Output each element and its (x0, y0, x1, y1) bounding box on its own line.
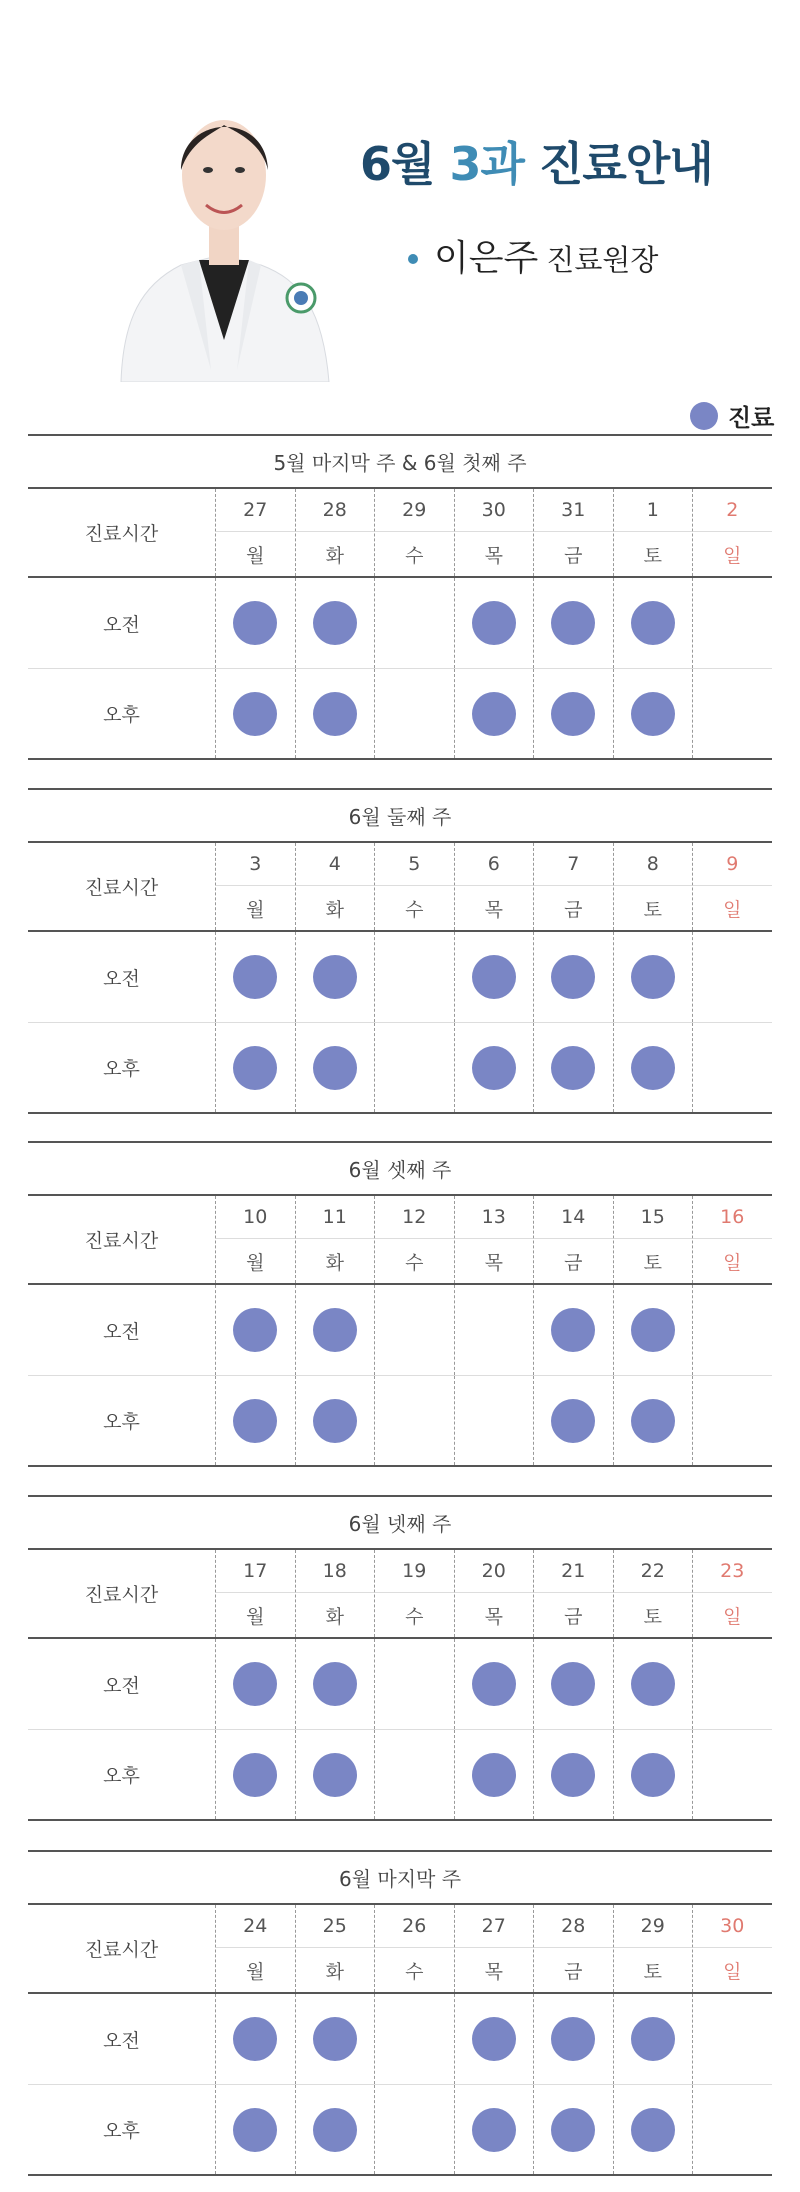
day-header (374, 489, 454, 576)
weekday-label: 금 (564, 1605, 583, 1628)
weekday-label: 일 (723, 1251, 742, 1274)
day-header (295, 489, 375, 576)
day-header (215, 1905, 295, 1992)
clinic-open-dot-icon (233, 2017, 277, 2061)
time-label: 진료시간 (84, 877, 159, 899)
week-schedule (28, 1495, 772, 1821)
schedule-cell (295, 932, 375, 1022)
weekday-label: 금 (564, 1251, 583, 1274)
week-title: 6월 넷째 주 (28, 1495, 772, 1550)
header (0, 0, 800, 395)
schedule-cell (613, 1639, 693, 1729)
am-row (28, 578, 772, 669)
weekday-label: 토 (643, 898, 662, 921)
date-number: 8 (614, 843, 693, 886)
day-header (374, 1905, 454, 1992)
clinic-open-dot-icon (472, 2108, 516, 2152)
clinic-open-dot-icon (631, 601, 675, 645)
schedule-cell (533, 932, 613, 1022)
week-schedule (28, 788, 772, 1114)
schedule-cell (533, 1376, 613, 1465)
pm-row (28, 669, 772, 760)
date-number: 27 (455, 1905, 534, 1948)
am-label: 오전 (103, 1674, 140, 1697)
date-number: 16 (693, 1196, 772, 1239)
schedule-cell (692, 1285, 772, 1375)
legend-label: 진료 (728, 404, 775, 432)
time-label: 진료시간 (84, 1939, 159, 1961)
schedule-cell (692, 2085, 772, 2174)
title-dept: 3과 (449, 137, 524, 191)
clinic-open-dot-icon (313, 1662, 357, 1706)
day-header (454, 1550, 534, 1637)
day-header (295, 843, 375, 930)
clinic-open-dot-icon (472, 955, 516, 999)
am-label: 오전 (103, 967, 140, 990)
day-header (454, 1905, 534, 1992)
day-header (533, 489, 613, 576)
day-header (692, 1196, 772, 1283)
schedule-cell (454, 1285, 534, 1375)
date-number: 29 (375, 489, 454, 532)
clinic-open-dot-icon (551, 692, 595, 736)
weekday-label: 목 (484, 544, 503, 567)
clinic-open-dot-icon (551, 2017, 595, 2061)
schedule-cell (215, 1994, 295, 2084)
schedule-cell (613, 2085, 693, 2174)
day-header (692, 489, 772, 576)
weekday-label: 목 (484, 1605, 503, 1628)
week-title: 5월 마지막 주 & 6월 첫째 주 (28, 434, 772, 489)
clinic-open-dot-icon (631, 1308, 675, 1352)
schedule-cell (613, 1376, 693, 1465)
legend (690, 398, 774, 433)
date-number: 21 (534, 1550, 613, 1593)
date-number: 30 (455, 489, 534, 532)
date-number: 3 (216, 843, 295, 886)
clinic-open-dot-icon (313, 1399, 357, 1443)
clinic-open-dot-icon (472, 692, 516, 736)
pm-row (28, 1730, 772, 1821)
weekday-label: 수 (405, 898, 424, 921)
title-month: 6월 (360, 137, 435, 191)
schedule-cell (454, 1639, 534, 1729)
schedule-cell (215, 2085, 295, 2174)
weekday-label: 화 (325, 898, 344, 921)
clinic-open-dot-icon (631, 2017, 675, 2061)
weekday-label: 일 (723, 1960, 742, 1983)
weekday-label: 목 (484, 1251, 503, 1274)
week-schedule (28, 1850, 772, 2176)
schedule-cell (374, 1285, 454, 1375)
doctor-name: 이은주 (434, 238, 539, 279)
schedule-cell (692, 1994, 772, 2084)
am-label: 오전 (103, 1320, 140, 1343)
schedule-cell (454, 2085, 534, 2174)
schedule-cell (533, 1730, 613, 1819)
week-title: 6월 마지막 주 (28, 1850, 772, 1905)
clinic-open-dot-icon (313, 601, 357, 645)
clinic-open-dot-icon (313, 1308, 357, 1352)
pm-label: 오후 (103, 1411, 140, 1433)
date-number: 20 (455, 1550, 534, 1593)
clinic-open-dot-icon (472, 1662, 516, 1706)
weekday-label: 월 (246, 544, 265, 567)
clinic-open-dot-icon (631, 955, 675, 999)
week-title: 6월 셋째 주 (28, 1141, 772, 1196)
clinic-open-dot-icon (631, 1046, 675, 1090)
day-header (613, 489, 693, 576)
weekday-label: 토 (643, 544, 662, 567)
schedule-cell (295, 578, 375, 668)
clinic-open-dot-icon (233, 601, 277, 645)
date-number: 4 (296, 843, 375, 886)
clinic-open-dot-icon (313, 2108, 357, 2152)
clinic-open-dot-icon (313, 692, 357, 736)
schedule-cell (295, 1994, 375, 2084)
schedule-cell (613, 1994, 693, 2084)
weekday-label: 수 (405, 1960, 424, 1983)
day-header (454, 489, 534, 576)
schedule-cell (692, 669, 772, 758)
schedule-cell (613, 578, 693, 668)
date-number: 30 (693, 1905, 772, 1948)
clinic-open-dot-icon (233, 1753, 277, 1797)
days-row (28, 1550, 772, 1639)
weekday-label: 토 (643, 1605, 662, 1628)
day-header (374, 843, 454, 930)
day-header (454, 1196, 534, 1283)
clinic-open-dot-icon (233, 1662, 277, 1706)
schedule-cell (295, 2085, 375, 2174)
schedule-cell (533, 1994, 613, 2084)
schedule-cell (692, 1730, 772, 1819)
schedule-cell (374, 669, 454, 758)
schedule-cell (374, 578, 454, 668)
weekday-label: 일 (723, 898, 742, 921)
clinic-open-dot-icon (472, 601, 516, 645)
day-header (613, 1196, 693, 1283)
weekday-label: 금 (564, 544, 583, 567)
am-row (28, 1285, 772, 1376)
doctor-role: 진료원장 (546, 243, 659, 277)
days-row (28, 1905, 772, 1994)
schedule-cell (374, 2085, 454, 2174)
pm-row (28, 1376, 772, 1467)
schedule-cell (454, 1994, 534, 2084)
day-header (533, 1905, 613, 1992)
weekday-label: 월 (246, 898, 265, 921)
schedule-cell (692, 1023, 772, 1112)
schedule-cell (215, 932, 295, 1022)
schedule-cell (215, 1639, 295, 1729)
schedule-cell (295, 1285, 375, 1375)
clinic-open-dot-icon (631, 2108, 675, 2152)
schedule-cell (533, 2085, 613, 2174)
clinic-open-dot-icon (472, 1046, 516, 1090)
schedule-cell (613, 669, 693, 758)
date-number: 25 (296, 1905, 375, 1948)
week-schedule (28, 1141, 772, 1467)
am-label: 오전 (103, 2029, 140, 2052)
schedule-cell (295, 669, 375, 758)
clinic-open-dot-icon (631, 692, 675, 736)
day-header (295, 1196, 375, 1283)
schedule-cell (613, 1023, 693, 1112)
schedule-cell (454, 932, 534, 1022)
clinic-open-dot-icon (233, 692, 277, 736)
schedule-cell (533, 1023, 613, 1112)
schedule-cell (533, 1285, 613, 1375)
schedule-cell (374, 1023, 454, 1112)
days-row (28, 843, 772, 932)
schedule-cell (533, 578, 613, 668)
weekday-label: 금 (564, 1960, 583, 1983)
days-row (28, 1196, 772, 1285)
day-header (613, 1550, 693, 1637)
date-number: 9 (693, 843, 772, 886)
clinic-open-dot-icon (551, 2108, 595, 2152)
schedule-cell (374, 932, 454, 1022)
weekday-label: 일 (723, 544, 742, 567)
day-header (215, 1196, 295, 1283)
weekday-label: 목 (484, 898, 503, 921)
date-number: 14 (534, 1196, 613, 1239)
date-number: 23 (693, 1550, 772, 1593)
day-header (215, 1550, 295, 1637)
date-number: 15 (614, 1196, 693, 1239)
weekday-label: 수 (405, 1605, 424, 1628)
day-header (374, 1196, 454, 1283)
date-number: 31 (534, 489, 613, 532)
day-header (533, 1196, 613, 1283)
date-number: 13 (455, 1196, 534, 1239)
date-number: 1 (614, 489, 693, 532)
date-number: 5 (375, 843, 454, 886)
date-number: 28 (534, 1905, 613, 1948)
weekday-label: 화 (325, 1605, 344, 1628)
day-header (692, 1550, 772, 1637)
clinic-open-dot-icon (551, 1308, 595, 1352)
weekday-label: 토 (643, 1251, 662, 1274)
schedule-cell (533, 669, 613, 758)
schedule-cell (692, 1639, 772, 1729)
am-row (28, 1639, 772, 1730)
clinic-open-dot-icon (313, 1753, 357, 1797)
clinic-open-dot-icon (631, 1662, 675, 1706)
date-number: 19 (375, 1550, 454, 1593)
date-number: 24 (216, 1905, 295, 1948)
schedule-cell (215, 1285, 295, 1375)
schedule-cell (295, 1023, 375, 1112)
weekday-label: 월 (246, 1960, 265, 1983)
weekday-label: 화 (325, 1251, 344, 1274)
days-row (28, 489, 772, 578)
clinic-open-dot-icon (233, 1046, 277, 1090)
schedule-cell (215, 578, 295, 668)
date-number: 17 (216, 1550, 295, 1593)
day-header (613, 1905, 693, 1992)
clinic-open-dot-icon (313, 955, 357, 999)
weekday-label: 금 (564, 898, 583, 921)
date-number: 22 (614, 1550, 693, 1593)
day-header (215, 489, 295, 576)
day-header (454, 843, 534, 930)
schedule-cell (374, 1730, 454, 1819)
title-rest: 진료안내 (538, 137, 713, 191)
clinic-open-dot-icon (551, 1753, 595, 1797)
pm-row (28, 2085, 772, 2176)
pm-label: 오후 (103, 1765, 140, 1787)
clinic-open-dot-icon (313, 2017, 357, 2061)
date-number: 27 (216, 489, 295, 532)
weekday-label: 수 (405, 544, 424, 567)
doctor-info (408, 230, 658, 281)
clinic-open-dot-icon (233, 1308, 277, 1352)
page-title (360, 128, 713, 194)
bullet-icon (408, 254, 418, 264)
schedule-cell (692, 578, 772, 668)
date-number: 7 (534, 843, 613, 886)
clinic-open-dot-icon (233, 2108, 277, 2152)
clinic-open-dot-icon (313, 1046, 357, 1090)
day-header (533, 843, 613, 930)
date-number: 18 (296, 1550, 375, 1593)
schedule-cell (215, 669, 295, 758)
schedule-cell (692, 1376, 772, 1465)
weekday-label: 목 (484, 1960, 503, 1983)
clinic-open-dot-icon (472, 1753, 516, 1797)
day-header (692, 843, 772, 930)
schedule-cell (613, 932, 693, 1022)
pm-label: 오후 (103, 2120, 140, 2142)
date-number: 2 (693, 489, 772, 532)
clinic-open-dot-icon (631, 1399, 675, 1443)
pm-label: 오후 (103, 1058, 140, 1080)
legend-dot-icon (690, 402, 718, 430)
day-header (374, 1550, 454, 1637)
weekday-label: 화 (325, 544, 344, 567)
weekday-label: 수 (405, 1251, 424, 1274)
clinic-open-dot-icon (631, 1753, 675, 1797)
schedule-cell (454, 1376, 534, 1465)
day-header (533, 1550, 613, 1637)
date-number: 29 (614, 1905, 693, 1948)
date-number: 12 (375, 1196, 454, 1239)
schedule-cell (295, 1639, 375, 1729)
pm-label: 오후 (103, 704, 140, 726)
time-label: 진료시간 (84, 1230, 159, 1252)
schedule-cell (692, 932, 772, 1022)
weekday-label: 월 (246, 1251, 265, 1274)
pm-row (28, 1023, 772, 1114)
weekday-label: 화 (325, 1960, 344, 1983)
weekday-label: 월 (246, 1605, 265, 1628)
day-header (295, 1550, 375, 1637)
schedule-cell (454, 1730, 534, 1819)
weekday-label: 일 (723, 1605, 742, 1628)
schedule-cell (215, 1730, 295, 1819)
schedule-cell (215, 1023, 295, 1112)
clinic-open-dot-icon (551, 955, 595, 999)
day-header (215, 843, 295, 930)
schedule-cell (454, 578, 534, 668)
clinic-open-dot-icon (551, 1662, 595, 1706)
time-label: 진료시간 (84, 1584, 159, 1606)
schedule-cell (215, 1376, 295, 1465)
clinic-open-dot-icon (551, 601, 595, 645)
schedule-cell (374, 1994, 454, 2084)
schedule-cell (374, 1639, 454, 1729)
day-header (295, 1905, 375, 1992)
week-title: 6월 둘째 주 (28, 788, 772, 843)
day-header (692, 1905, 772, 1992)
schedule-cell (613, 1285, 693, 1375)
date-number: 6 (455, 843, 534, 886)
schedule-cell (374, 1376, 454, 1465)
schedule-cell (533, 1639, 613, 1729)
date-number: 11 (296, 1196, 375, 1239)
date-number: 26 (375, 1905, 454, 1948)
clinic-open-dot-icon (472, 2017, 516, 2061)
clinic-open-dot-icon (551, 1046, 595, 1090)
weekday-label: 토 (643, 1960, 662, 1983)
schedule-cell (613, 1730, 693, 1819)
week-schedule (28, 434, 772, 760)
schedule-cell (454, 1023, 534, 1112)
clinic-open-dot-icon (551, 1399, 595, 1443)
am-row (28, 1994, 772, 2085)
date-number: 28 (296, 489, 375, 532)
am-row (28, 932, 772, 1023)
clinic-open-dot-icon (233, 955, 277, 999)
date-number: 10 (216, 1196, 295, 1239)
schedule-cell (295, 1376, 375, 1465)
am-label: 오전 (103, 613, 140, 636)
doctor-photo (111, 70, 337, 382)
clinic-open-dot-icon (233, 1399, 277, 1443)
schedule-cell (295, 1730, 375, 1819)
day-header (613, 843, 693, 930)
time-label: 진료시간 (84, 523, 159, 545)
schedule-cell (454, 669, 534, 758)
